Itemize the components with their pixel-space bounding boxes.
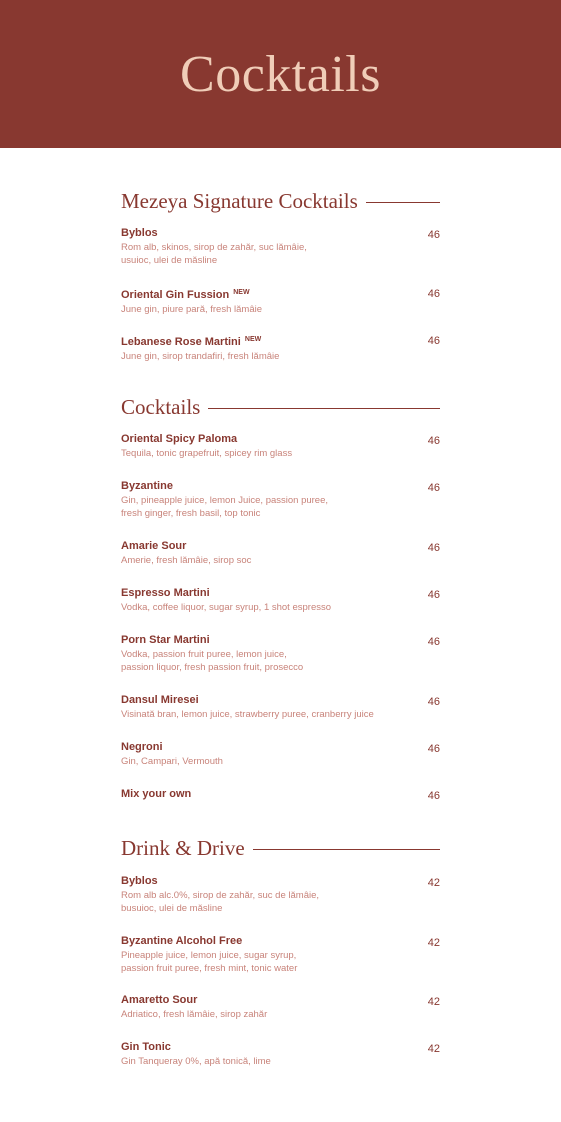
section-cocktails	[121, 394, 440, 802]
item-description: Vodka, coffee liquor, sugar syrup, 1 shot espresso	[121, 602, 332, 613]
item-description: Visinată bran, lemon juice, strawberry puree, cranberry juice	[121, 709, 374, 720]
menu-item	[121, 694, 440, 721]
new-badge: NEW	[233, 289, 250, 296]
section-drink-and-drive	[121, 835, 440, 1067]
section-divider	[366, 202, 440, 203]
menu-item	[121, 433, 440, 460]
item-price: 42	[427, 877, 440, 889]
menu-item	[121, 540, 440, 567]
item-description: Tequila, tonic grapefruit, spicey rim glass	[121, 448, 293, 459]
section-title: Drink & Drive	[121, 835, 245, 860]
menu-item	[121, 935, 440, 975]
item-description: Rom alb alc.0%, sirop de zahăr, suc de lămâie, busuioc, ulei de măsline	[121, 890, 320, 914]
item-price: 46	[427, 636, 440, 648]
menu-item	[121, 788, 440, 801]
item-name: Byblos	[121, 875, 158, 887]
menu-item	[121, 333, 440, 363]
item-price: 46	[427, 790, 440, 802]
section-header	[121, 835, 440, 861]
item-price: 46	[427, 435, 440, 447]
item-name: Byzantine Alcohol Free	[121, 935, 243, 947]
item-name: Oriental Gin Fussion $^{NEW}$	[121, 289, 250, 301]
item-name: Espresso Martini	[121, 587, 210, 599]
item-price: 46	[427, 696, 440, 708]
item-description: Gin, pineapple juice, lemon Juice, passion puree, fresh ginger, fresh basil, top tonic	[121, 495, 329, 519]
item-description: Gin Tanqueray 0%, apă tonică, lime	[121, 1056, 271, 1067]
item-name: Gin Tonic	[121, 1041, 171, 1053]
item-price: 46	[427, 743, 440, 755]
item-price: 42	[427, 996, 440, 1008]
menu-item	[121, 634, 440, 674]
item-name: Byblos	[121, 227, 158, 239]
menu-item	[121, 875, 440, 915]
section-divider	[253, 849, 440, 850]
item-description: Vodka, passion fruit puree, lemon juice, passion liquor, fresh passion fruit, prosecco	[121, 649, 304, 673]
item-price: 46	[427, 288, 440, 300]
new-badge: NEW	[244, 336, 262, 343]
item-description: June gin, piure pară, fresh lămâie	[121, 304, 262, 315]
section-title: Mezeya Signature Cocktails	[121, 188, 358, 213]
menu-item	[121, 227, 440, 267]
menu-item	[121, 741, 440, 768]
item-price: 46	[427, 542, 440, 554]
item-name: Porn Star Martini	[121, 634, 210, 646]
item-name: Byzantine	[121, 480, 173, 492]
item-name: Negroni	[121, 741, 163, 753]
page-header	[0, 0, 561, 148]
item-name: Amarie Sour	[121, 540, 187, 552]
section-header	[121, 394, 440, 420]
item-price: 46	[427, 229, 440, 241]
item-price: 42	[427, 937, 440, 949]
item-description: Pineapple juice, lemon juice, sugar syrup, passion fruit puree, fresh mint, tonic water	[121, 950, 298, 974]
menu-item	[121, 1041, 440, 1068]
item-description: Gin, Campari, Vermouth	[121, 756, 223, 767]
item-price: 46	[427, 335, 440, 347]
page-title: Cocktails	[180, 45, 381, 103]
item-description: Rom alb, skinos, sirop de zahăr, suc lămâie, usuioc, ulei de măsline	[121, 242, 307, 266]
item-price: 46	[427, 482, 440, 494]
section-divider	[208, 408, 440, 409]
menu-item	[121, 994, 440, 1021]
item-price: 42	[427, 1043, 440, 1055]
menu-item	[121, 286, 440, 316]
item-name: Amaretto Sour	[121, 994, 198, 1006]
item-name: Oriental Spicy Paloma	[121, 433, 238, 445]
item-name: Dansul Miresei	[121, 694, 199, 706]
item-price: 46	[427, 589, 440, 601]
menu-item	[121, 587, 440, 614]
item-description: Adriatico, fresh lămâie, sirop zahăr	[121, 1009, 268, 1020]
section-title: Cocktails	[121, 394, 201, 419]
item-description: June gin, sirop trandafiri, fresh lămâie	[121, 351, 280, 362]
item-name: Mix your own	[121, 788, 192, 800]
item-name: Lebanese Rose Martini $^{NEW}$	[121, 336, 262, 348]
section-header	[121, 188, 440, 214]
item-description: Amerie, fresh lămâie, sirop soc	[121, 555, 252, 566]
section-signature-cocktails	[121, 188, 440, 362]
menu-item	[121, 480, 440, 520]
